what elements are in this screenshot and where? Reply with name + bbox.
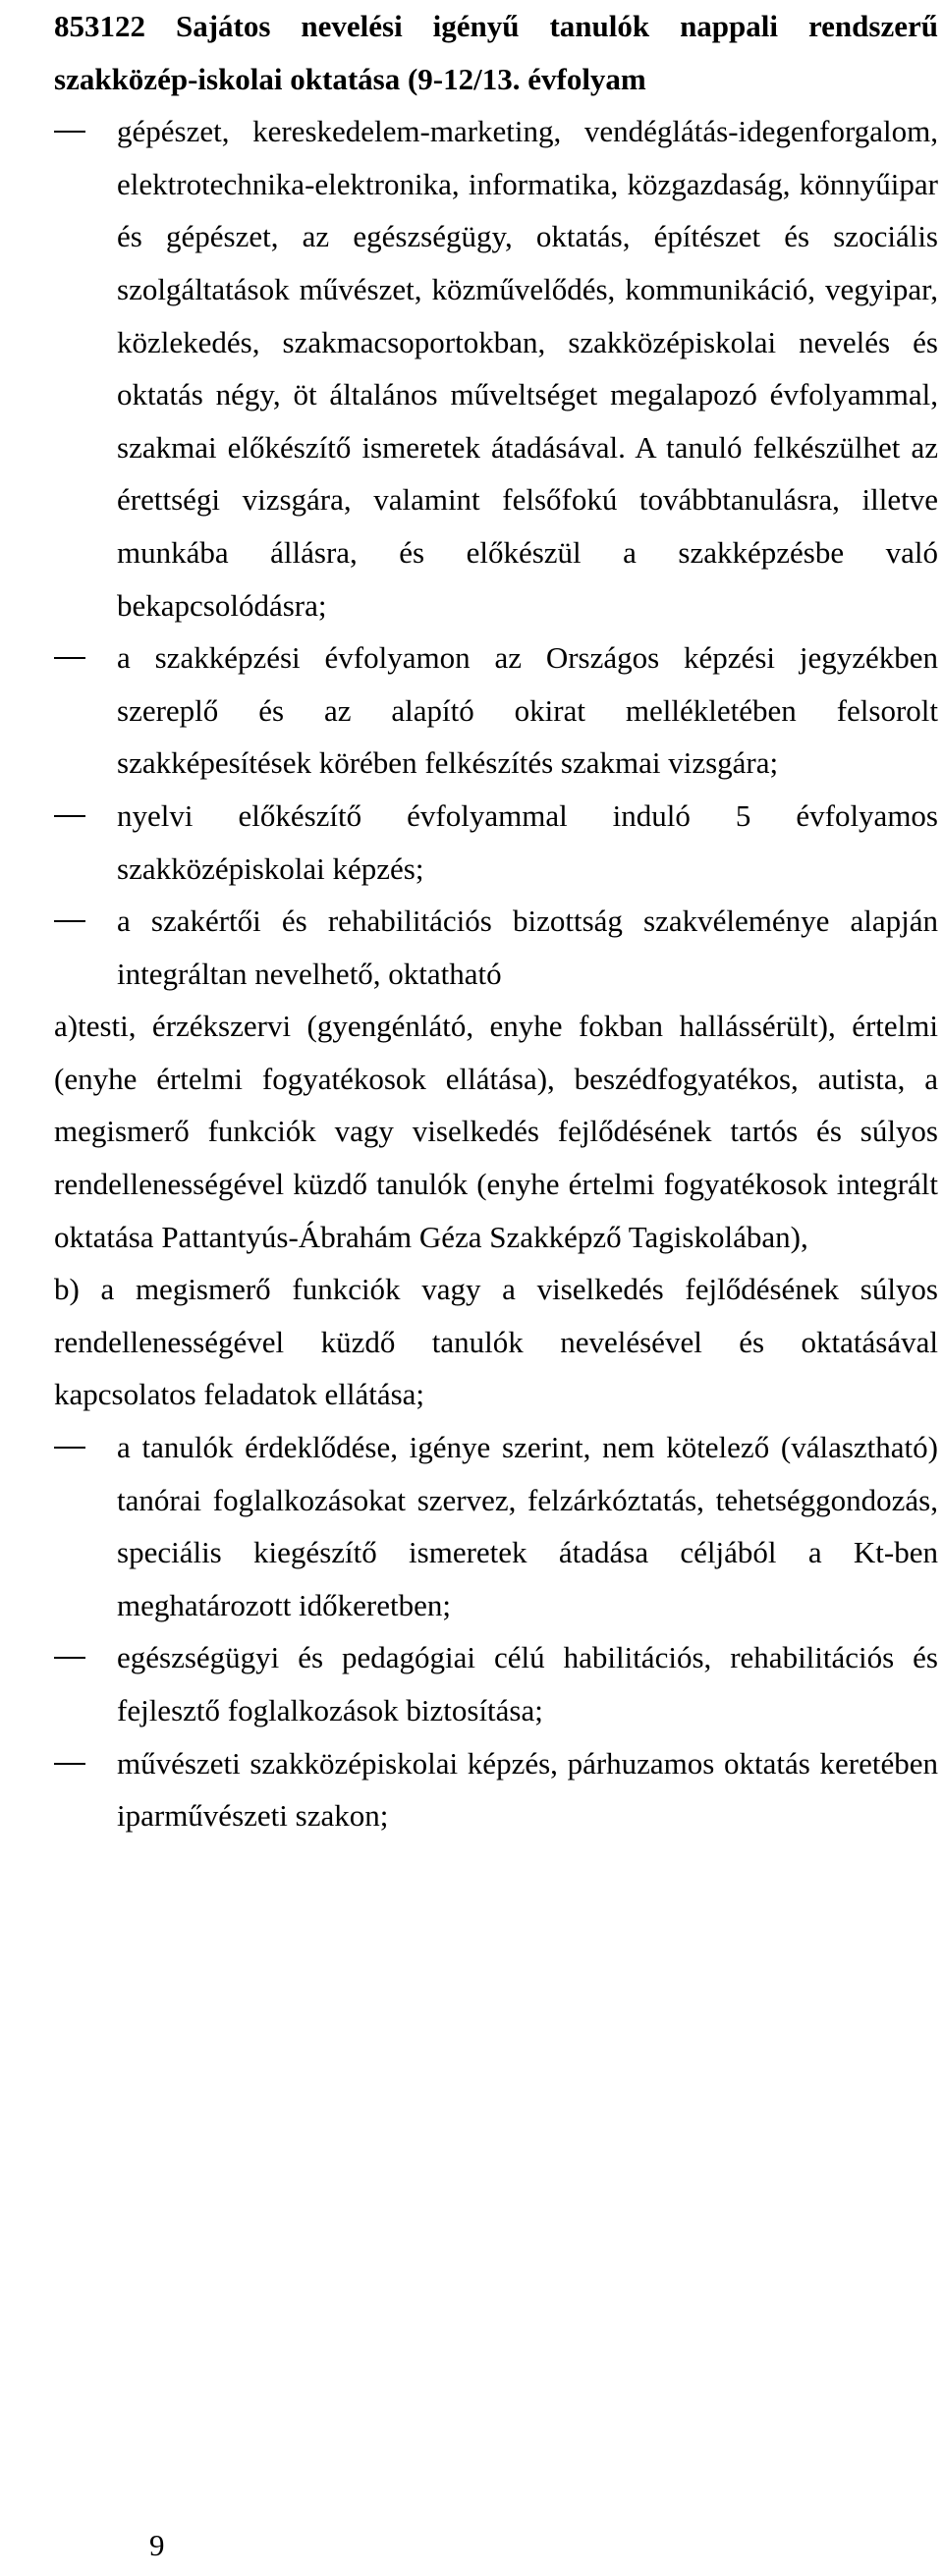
dash-bullet: [54, 1447, 85, 1449]
list-item: [54, 895, 938, 1000]
list-item-text: nyelvi előkészítő évfolyammal induló 5 évfolyamos szakközépiskolai képzés;: [117, 797, 938, 886]
dash-bullet: [54, 131, 85, 133]
list-item: [54, 790, 938, 895]
list-item-text: egészségügyi és pedagógiai célú habilitációs, rehabilitációs és fejlesztő foglalkozások biztosítása;: [117, 1640, 938, 1727]
paragraph-a: a)testi, érzékszervi (gyengénlátó, enyhe fokban hallássérült), értelmi (enyhe értelmi fogyatékosok ellátása), beszédfogyatékos, autista, a megismerő funkciók vagy viselkedés fejlődésének tartós és súlyos rendellenességével küzdő tanulók (enyhe értelmi fogyatékosok integrált oktatása Pattantyús-Ábrahám Géza Szakképző Tagiskolában),: [54, 1009, 938, 1254]
page-number: 9: [149, 2528, 165, 2562]
list-item-text: a tanulók érdeklődése, igénye szerint, nem kötelező (választható) tanórai foglalkozásokat szervez, felzárkóztatás, tehetséggondozás, speciális kiegészítő ismeretek átadása céljából a Kt-ben meghatározott időkeretben;: [117, 1430, 938, 1622]
section-heading: 853122 Sajátos nevelési igényű tanulók nappali rendszerű szakközép-iskolai oktatása (9-12/13. évfolyam: [54, 9, 938, 96]
list-item: [54, 631, 938, 790]
document-page: [54, 0, 938, 1842]
dash-bullet: [54, 815, 85, 817]
dash-bullet: [54, 1657, 85, 1659]
list-item-text: művészeti szakközépiskolai képzés, párhuzamos oktatás keretében iparművészeti szakon;: [117, 1745, 938, 1834]
list-item: [54, 1421, 938, 1631]
paragraph-b: b) a megismerő funkciók vagy a viselkedés fejlődésének súlyos rendellenességével küzdő tanulók nevelésével és oktatásával kapcsolatos feladatok ellátása;: [54, 1272, 938, 1412]
list-item-text: a szakértői és rehabilitációs bizottság szakvéleménye alapján integráltan nevelhető, oktatható: [117, 904, 938, 991]
dash-bullet: [54, 657, 85, 659]
list-item: [54, 105, 938, 631]
list-item-text: a szakképzési évfolyamon az Országos képzési jegyzékben szereplő és az alapító okirat mellékletében felsorolt szakképesítések körében felkészítés szakmai vizsgára;: [117, 640, 938, 781]
list-item-text: gépészet, kereskedelem-marketing, vendéglátás-idegenforgalom, elektrotechnika-elektronika, informatika, közgazdaság, könnyűipar és gépészet, az egészségügy, oktatás, építészet és szociális szolgáltatások művészet, közművelődés, kommunikáció, vegyipar, közlekedés, szakmacsoportokban, szakközépiskolai nevelés és oktatás négy, öt általános műveltséget megalapozó évfolyammal, szakmai előkészítő ismeretek átadásával. A tanuló felkészülhet az érettségi vizsgára, valamint felsőfokú továbbtanulásra, illetve munkába állásra, és előkészül a szakképzésbe való bekapcsolódásra;: [117, 114, 938, 623]
list-item: [54, 1631, 938, 1736]
list-item: [54, 1737, 938, 1842]
dash-bullet: [54, 920, 85, 922]
dash-bullet: [54, 1763, 85, 1765]
